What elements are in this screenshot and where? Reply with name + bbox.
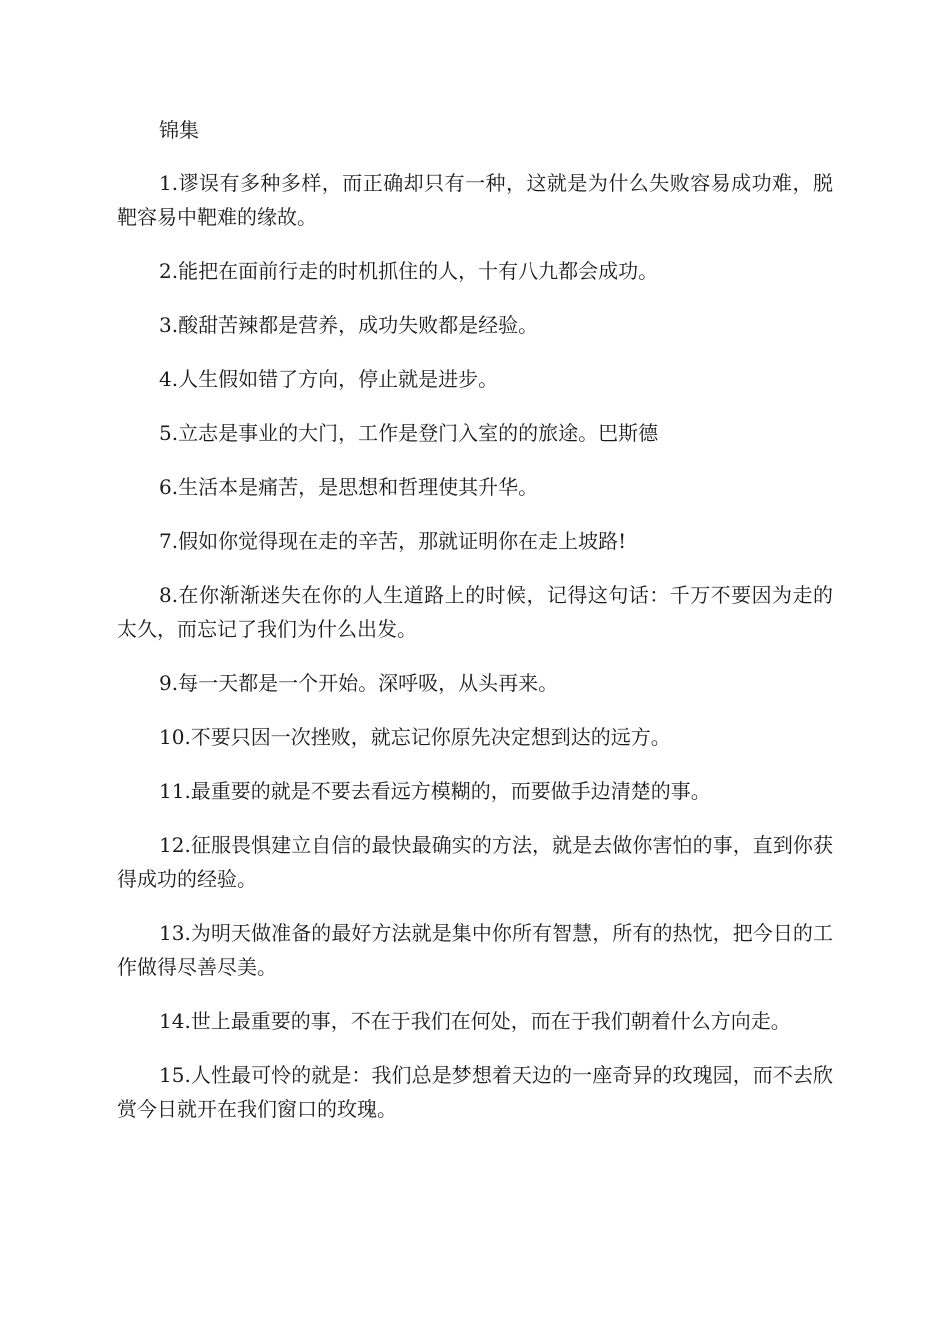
quote-paragraph-2: 2.能把在面前行走的时机抓住的人，十有八九都会成功。 <box>159 259 659 283</box>
quote-paragraph-12: 12.征服畏惧建立自信的最快最确实的方法，就是去做你害怕的事，直到你获得成功的经验。 <box>117 833 833 891</box>
quote-paragraph-15: 15.人性最可怜的就是：我们总是梦想着天边的一座奇异的玫瑰园，而不去欣赏今日就开在我们窗口的玫瑰。 <box>117 1063 833 1121</box>
quote-paragraph-5: 5.立志是事业的大门，工作是登门入室的的旅途。巴斯德 <box>159 421 659 445</box>
quote-paragraph-7: 7.假如你觉得现在走的辛苦，那就证明你在走上坡路! <box>159 529 627 553</box>
quote-paragraph-14: 14.世上最重要的事，不在于我们在何处，而在于我们朝着什么方向走。 <box>159 1009 791 1033</box>
quote-paragraph-4: 4.人生假如错了方向，停止就是进步。 <box>159 367 499 391</box>
quote-paragraph-3: 3.酸甜苦辣都是营养，成功失败都是经验。 <box>159 313 539 337</box>
quote-paragraph-9: 9.每一天都是一个开始。深呼吸，从头再来。 <box>159 671 559 695</box>
quote-paragraph-1: 1.谬误有多种多样，而正确却只有一种，这就是为什么失败容易成功难，脱靶容易中靶难的缘故。 <box>117 171 833 229</box>
quote-paragraph-13: 13.为明天做准备的最好方法就是集中你所有智慧，所有的热忱，把今日的工作做得尽善尽美。 <box>117 921 833 979</box>
quote-paragraph-10: 10.不要只因一次挫败，就忘记你原先决定想到达的远方。 <box>159 725 671 749</box>
quote-paragraph-11: 11.最重要的就是不要去看远方模糊的，而要做手边清楚的事。 <box>159 779 711 803</box>
quote-paragraph-6: 6.生活本是痛苦，是思想和哲理使其升华。 <box>159 475 539 499</box>
document-title: 锦集 <box>159 118 199 142</box>
document-page <box>117 113 833 1146</box>
quote-paragraph-8: 8.在你渐渐迷失在你的人生道路上的时候，记得这句话：千万不要因为走的太久，而忘记了我们为什么出发。 <box>117 583 833 641</box>
